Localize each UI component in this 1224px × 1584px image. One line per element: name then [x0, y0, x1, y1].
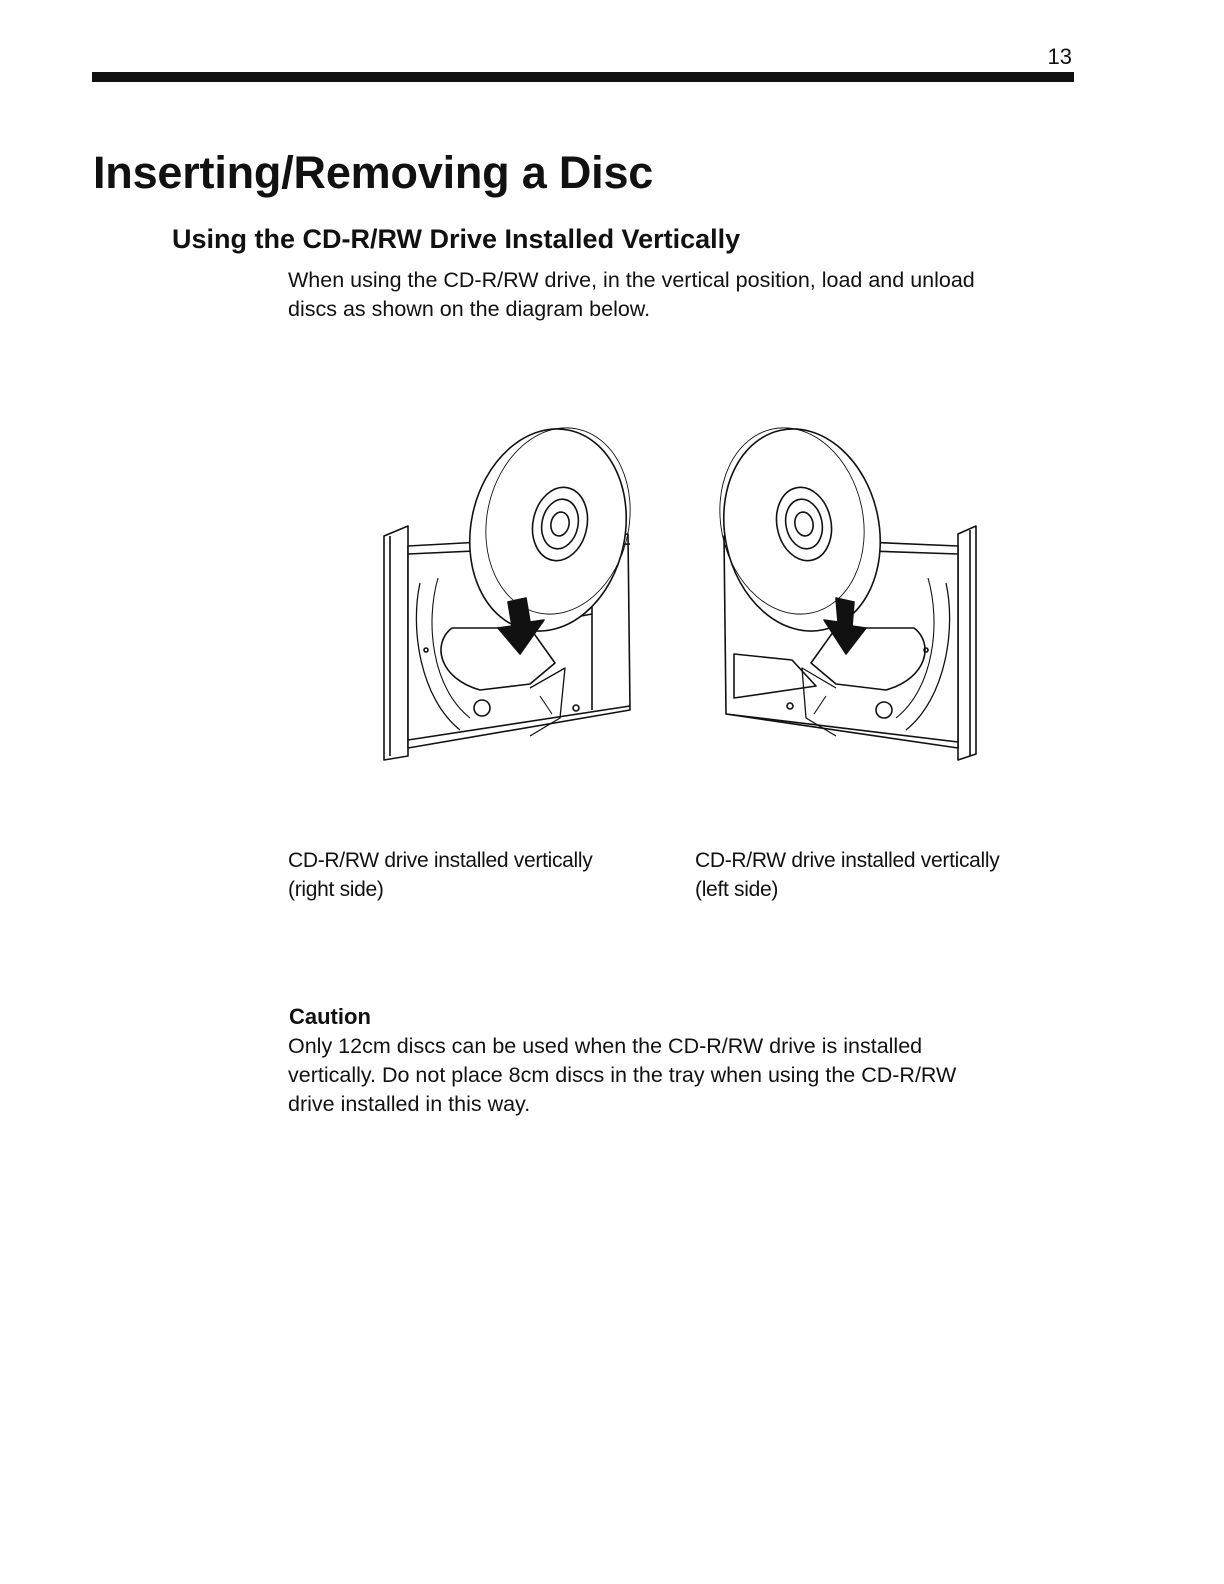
- caption-line: (right side): [288, 878, 384, 901]
- page-number: 13: [1047, 44, 1072, 69]
- caution-line: vertically. Do not place 8cm discs in the tray when using the CD-R/RW: [288, 1063, 957, 1087]
- caution-line: Only 12cm discs can be used when the CD-R/RW drive is installed: [288, 1034, 923, 1058]
- intro-paragraph: [288, 266, 1088, 324]
- intro-line: When using the CD-R/RW drive, in the vertical position, load and unload: [288, 268, 975, 292]
- diagram-drive-left-side: [706, 418, 986, 768]
- intro-line: discs as shown on the diagram below.: [288, 297, 651, 321]
- section-title: Using the CD-R/RW Drive Installed Vertically: [172, 224, 741, 254]
- caption-line: CD-R/RW drive installed vertically: [695, 849, 1000, 872]
- caption-line: (left side): [695, 878, 779, 901]
- header-rule: [92, 72, 1074, 82]
- caution-text: [288, 1032, 1078, 1119]
- caution-heading: Caution: [289, 1004, 371, 1029]
- diagram-drive-right-side: [380, 418, 660, 768]
- caption-right-side: [288, 846, 668, 904]
- caution-line: drive installed in this way.: [288, 1092, 531, 1116]
- page-title: Inserting/Removing a Disc: [93, 147, 654, 198]
- caption-line: CD-R/RW drive installed vertically: [288, 849, 593, 872]
- drive-front-panel: [384, 526, 408, 760]
- drive-front-panel: [958, 526, 976, 760]
- caption-left-side: [695, 846, 1075, 904]
